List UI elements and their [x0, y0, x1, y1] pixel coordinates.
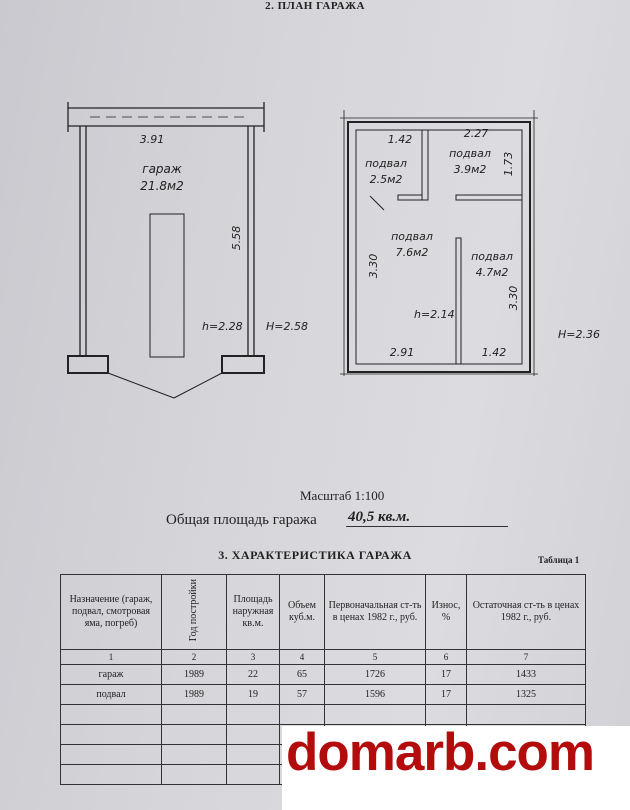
- col-number: 3: [227, 650, 280, 665]
- basement-room1-area: 2.5м2: [369, 173, 403, 186]
- table-number-note: Таблица 1: [538, 555, 580, 565]
- garage-length-label: 5.58: [230, 225, 243, 251]
- basement-outer-height: H=2.36: [558, 328, 600, 341]
- table-cell: 65: [280, 665, 325, 685]
- header-wear: Износ, %: [426, 575, 467, 650]
- basement-room1-name: подвал: [365, 157, 407, 170]
- basement-room3-area: 7.6м2: [395, 246, 429, 259]
- basement-dim-right-lower: 3.30: [507, 285, 520, 311]
- table-cell: 22: [227, 665, 280, 685]
- basement-inner-height: h=2.14: [414, 308, 455, 321]
- table-row: [61, 685, 586, 705]
- col-number: 4: [280, 650, 325, 665]
- garage-room-name: гараж: [142, 162, 182, 176]
- table-cell: 17: [426, 665, 467, 685]
- col-number: 2: [162, 650, 227, 665]
- header-purpose: Назначение (гараж, подвал, смотровая яма, погреб): [61, 575, 162, 650]
- table-cell: 17: [426, 685, 467, 705]
- basement-room2-area: 3.9м2: [453, 163, 487, 176]
- table-number-row: [61, 650, 586, 665]
- basement-dim-right-upper: 1.73: [502, 151, 515, 177]
- watermark-text: domarb.com: [286, 723, 595, 782]
- characteristics-section-title: 3. ХАРАКТЕРИСТИКА ГАРАЖА: [218, 548, 412, 562]
- table-cell: 1596: [325, 685, 426, 705]
- table-cell: 1726: [325, 665, 426, 685]
- table-row: [61, 665, 586, 685]
- basement-dim-bottom-right: 1.42: [481, 346, 507, 359]
- table-cell: 19: [227, 685, 280, 705]
- col-number: 5: [325, 650, 426, 665]
- header-year: Год постройки: [162, 575, 227, 650]
- total-area-value: 40,5 кв.м.: [346, 509, 508, 527]
- garage-room-area: 21.8м2: [140, 179, 184, 193]
- plan-section-title: 2. ПЛАН ГАРАЖА: [265, 0, 365, 12]
- basement-room4-name: подвал: [471, 250, 513, 263]
- table-cell: подвал: [61, 685, 162, 705]
- table-cell: 57: [280, 685, 325, 705]
- header-residual-cost: Остаточная ст-ть в ценах 1982 г., руб.: [467, 575, 586, 650]
- basement-room2-name: подвал: [449, 147, 491, 160]
- basement-dim-bottom-left: 2.91: [389, 346, 415, 359]
- basement-room4-area: 4.7м2: [475, 266, 509, 279]
- table-cell: 1989: [162, 665, 227, 685]
- total-area-label: Общая площадь гаража: [166, 512, 317, 528]
- header-initial-cost: Первоначальная ст-ть в ценах 1982 г., руб.: [325, 575, 426, 650]
- garage-inner-height: h=2.28: [202, 320, 243, 333]
- garage-width-label: 3.91: [139, 133, 165, 146]
- basement-dim-left: 3.30: [367, 253, 380, 279]
- table-cell: 1989: [162, 685, 227, 705]
- garage-floor-plan: [0, 80, 630, 410]
- header-area: Площадь наружная кв.м.: [227, 575, 280, 650]
- col-number: 1: [61, 650, 162, 665]
- table-cell: 1325: [467, 685, 586, 705]
- basement-dim-top-left: 1.42: [387, 133, 413, 146]
- scale-label: Масштаб 1:100: [300, 488, 385, 503]
- col-number: 7: [467, 650, 586, 665]
- header-volume: Объем куб.м.: [280, 575, 325, 650]
- table-cell: 1433: [467, 665, 586, 685]
- basement-dim-top-right: 2.27: [463, 127, 489, 140]
- garage-outer-height: H=2.58: [266, 320, 308, 333]
- basement-room3-name: подвал: [391, 230, 433, 243]
- table-header-row: [61, 575, 586, 650]
- col-number: 6: [426, 650, 467, 665]
- table-cell: гараж: [61, 665, 162, 685]
